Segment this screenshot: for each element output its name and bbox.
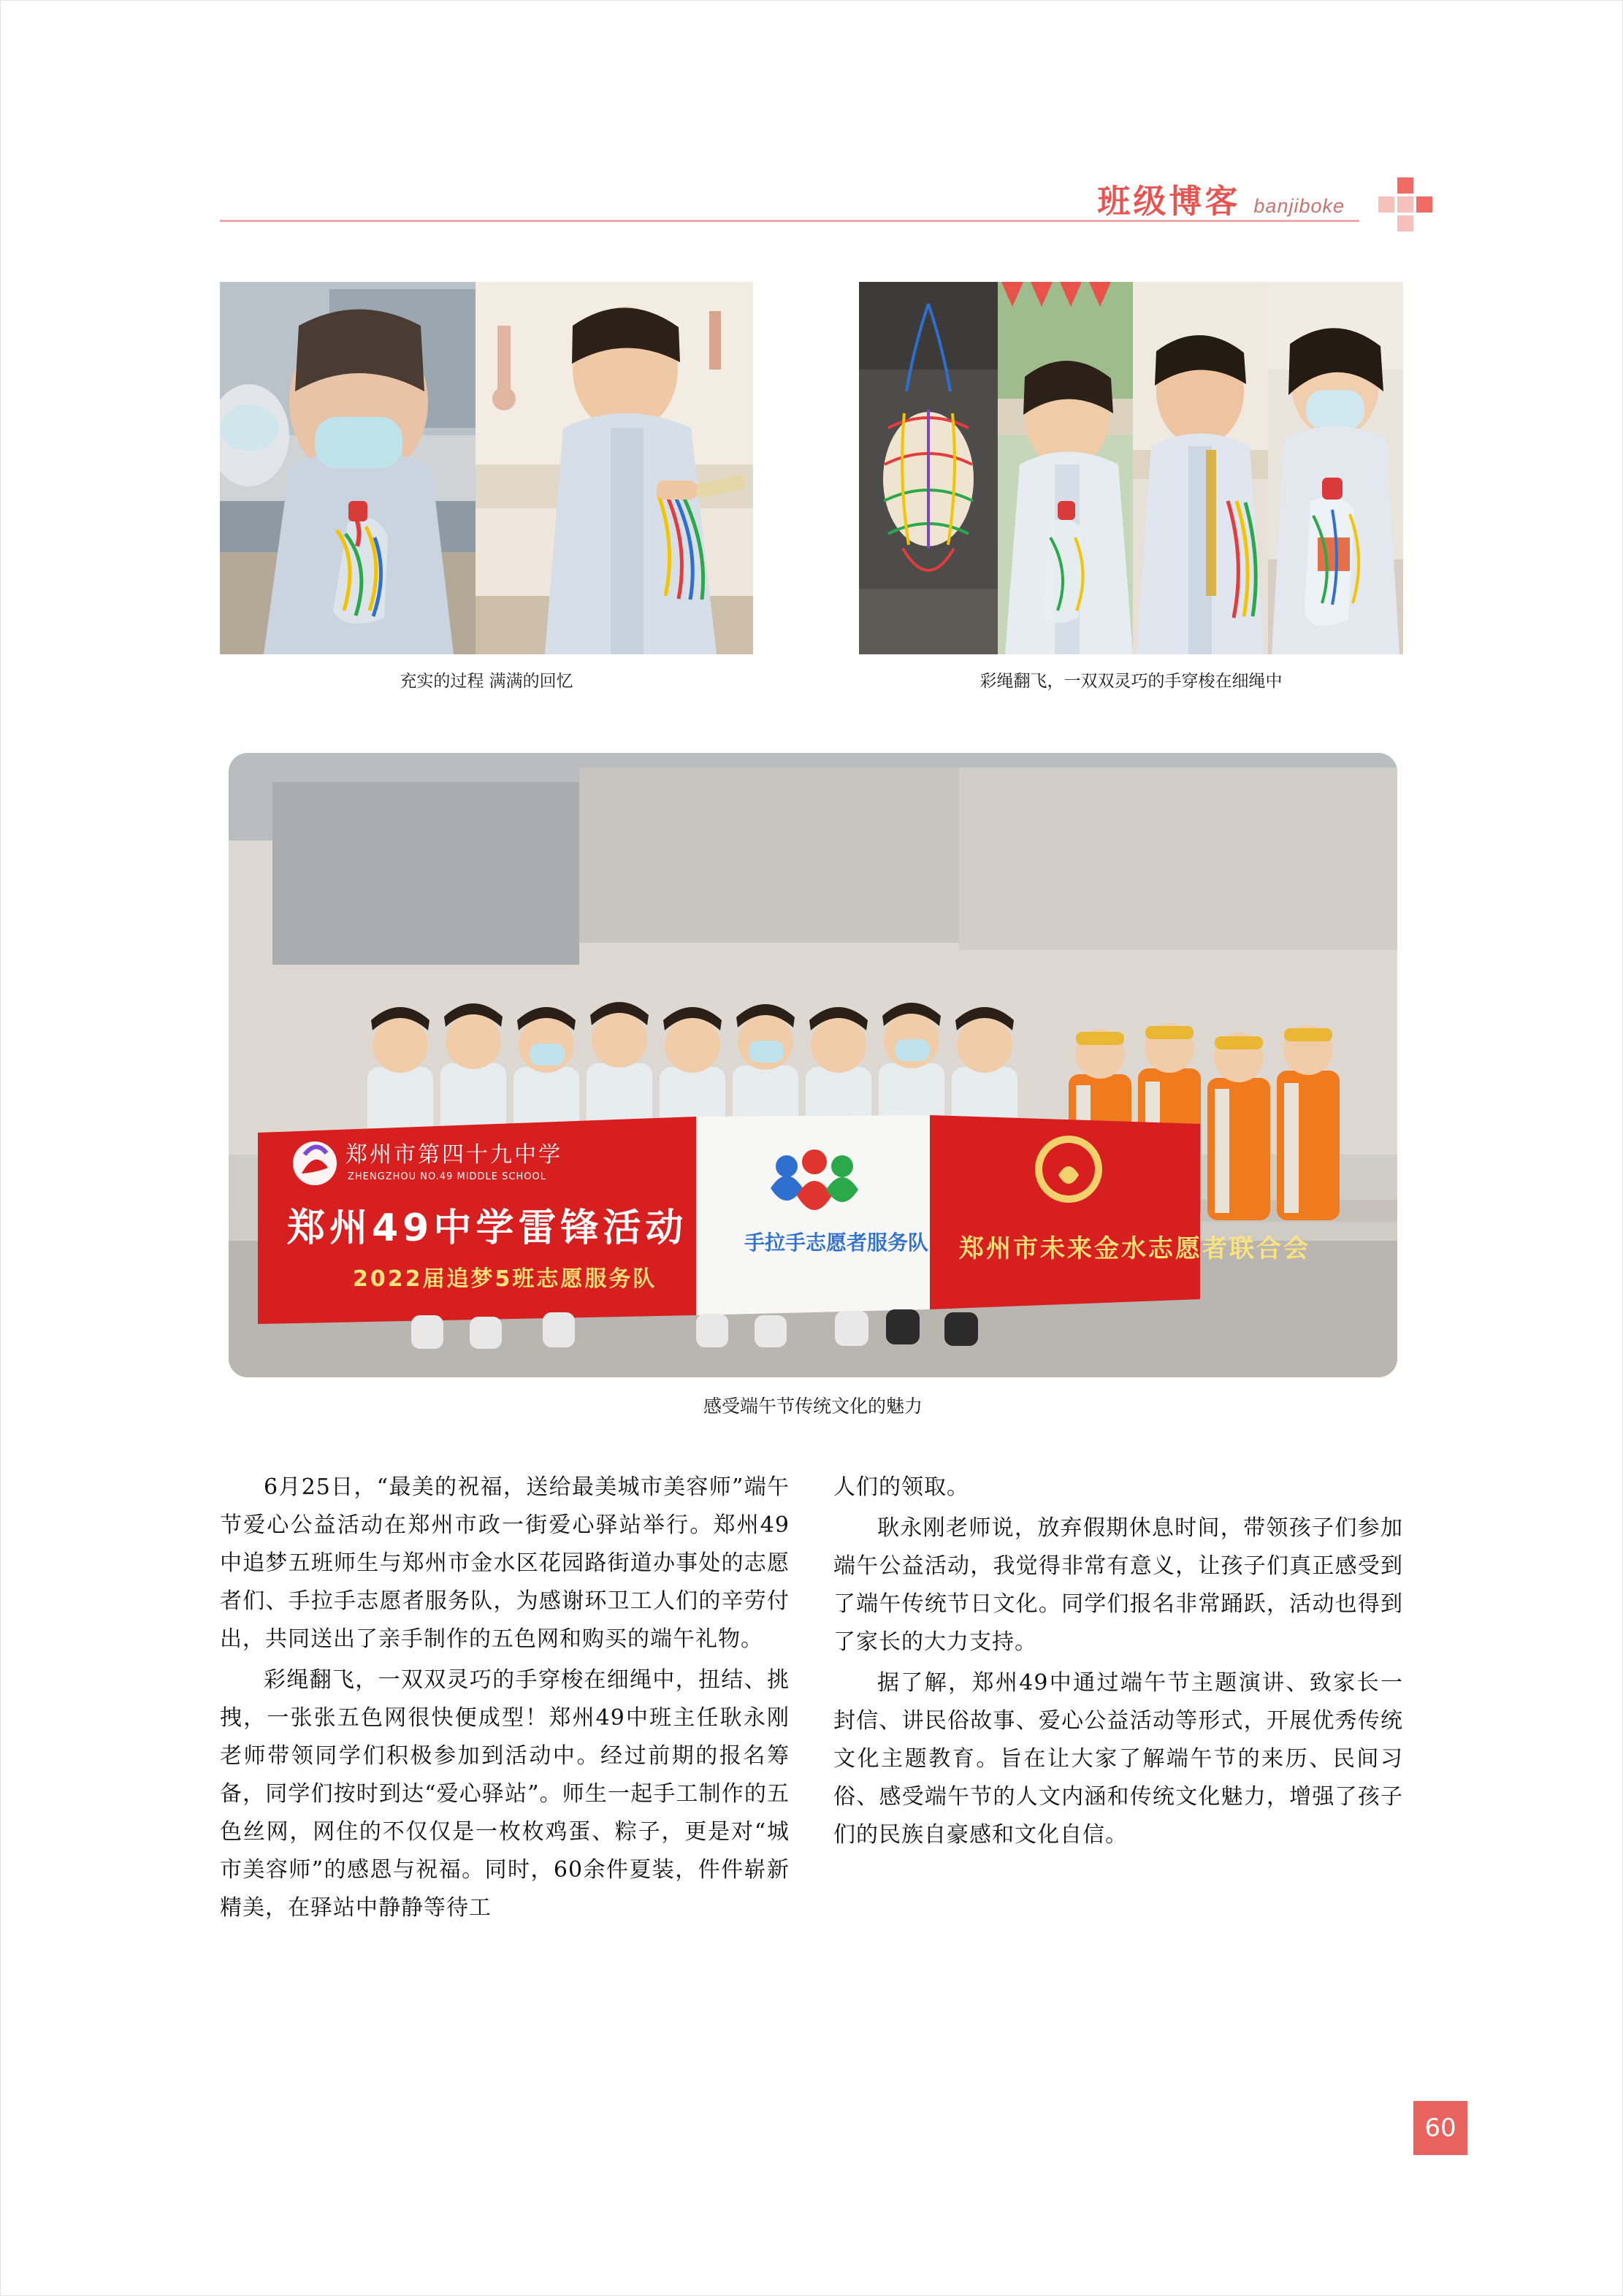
svg-text:ZHENGZHOU NO.49 MIDDLE SCHOOL: ZHENGZHOU NO.49 MIDDLE SCHOOL [348,1171,546,1182]
paragraph: 人们的领取。 [833,1474,969,1500]
paragraph: 耿永刚老师说，放弃假期休息时间，带领孩子们参加端午公益活动，我觉得非常有意义，让孩子们真正感受到了端午传统节日文化。同学们报名非常踊跃，活动也得到了家长的大力支持。 [833,1515,1403,1655]
header-title-group [1097,175,1345,222]
svg-text:郑州49中学雷锋活动: 郑州49中学雷锋活动 [287,1206,688,1250]
header-squares-decoration [1377,177,1432,233]
photo-row [220,282,1403,691]
photo-girl-mask-bottle [1268,282,1403,654]
svg-text:郑州市未来金水志愿者联合会: 郑州市未来金水志愿者联合会 [959,1234,1310,1263]
photo-girl-with-bottle [998,282,1133,654]
article-column-left [220,1469,790,2067]
photo-girl-with-bottle-image [998,282,1133,654]
page-header [220,175,1432,233]
photo-caption-big: 感受端午节传统文化的魅力 [703,1396,923,1417]
photo-student-weaving-net-image [220,282,476,654]
photo-boy-holding-strings [476,282,753,654]
photo-group-banner-image [229,753,1397,1377]
photo-caption-right: 彩绳翻飞，一双双灵巧的手穿梭在细绳中 [979,672,1283,691]
photo-group-left [220,282,753,691]
photo-group-right [859,282,1403,691]
photo-girl-mask-bottle-image [1268,282,1403,654]
paragraph: 6月25日，“最美的祝福，送给最美城市美容师”端午节爱心公益活动在郑州市政一街爱心驿站举行。郑州49中追梦五班师生与郑州市金水区花园路街道办事处的志愿者们、手拉手志愿者服务队，为感谢环卫工人们的辛劳付出，共同送出了亲手制作的五色网和购买的端午礼物。 [220,1474,790,1652]
paragraph: 据了解，郑州49中通过端午节主题演讲、致家长一封信、讲民俗故事、爱心公益活动等形式，开展优秀传统文化主题教育。旨在让大家了解端午节的来历、民间习俗、感受端午节的人文内涵和传统文化魅力，增强了孩子们的民族自豪感和文化自信。 [833,1670,1403,1848]
photo-boy-smiling [1133,282,1268,654]
photo-colored-net-hanging-image [859,282,998,654]
photo-caption-left: 充实的过程 满满的回忆 [400,672,573,691]
photo-boy-holding-strings-image [476,282,753,654]
article-body [220,1469,1403,2067]
svg-text:手拉手志愿者服务队: 手拉手志愿者服务队 [744,1231,929,1255]
page-title: 班级博客 [1097,182,1241,221]
page-title-pinyin: banjiboke [1253,195,1345,217]
photo-student-weaving-net [220,282,476,654]
svg-text:2022届追梦5班志愿服务队: 2022届追梦5班志愿服务队 [353,1266,657,1292]
photo-colored-net-hanging [859,282,998,654]
paragraph: 彩绳翻飞，一双双灵巧的手穿梭在细绳中，扭结、挑拽，一张张五色网很快便成型！郑州49中班主任耿永刚老师带领同学们积极参加到活动中。经过前期的报名筹备，同学们按时到达“爱心驿站”。师生一起手工制作的五色丝网，网住的不仅仅是一枚枚鸡蛋、粽子，更是对“城市美容师”的感恩与祝福。同时，60余件夏装，件件崭新精美，在驿站中静静等待工 [220,1667,790,1921]
page-number: 60 [1413,2101,1467,2155]
svg-text:郑州市第四十九中学: 郑州市第四十九中学 [345,1142,562,1168]
article-column-right [833,1469,1403,2067]
photo-group-banner [229,753,1397,1377]
photo-boy-smiling-image [1133,282,1268,654]
